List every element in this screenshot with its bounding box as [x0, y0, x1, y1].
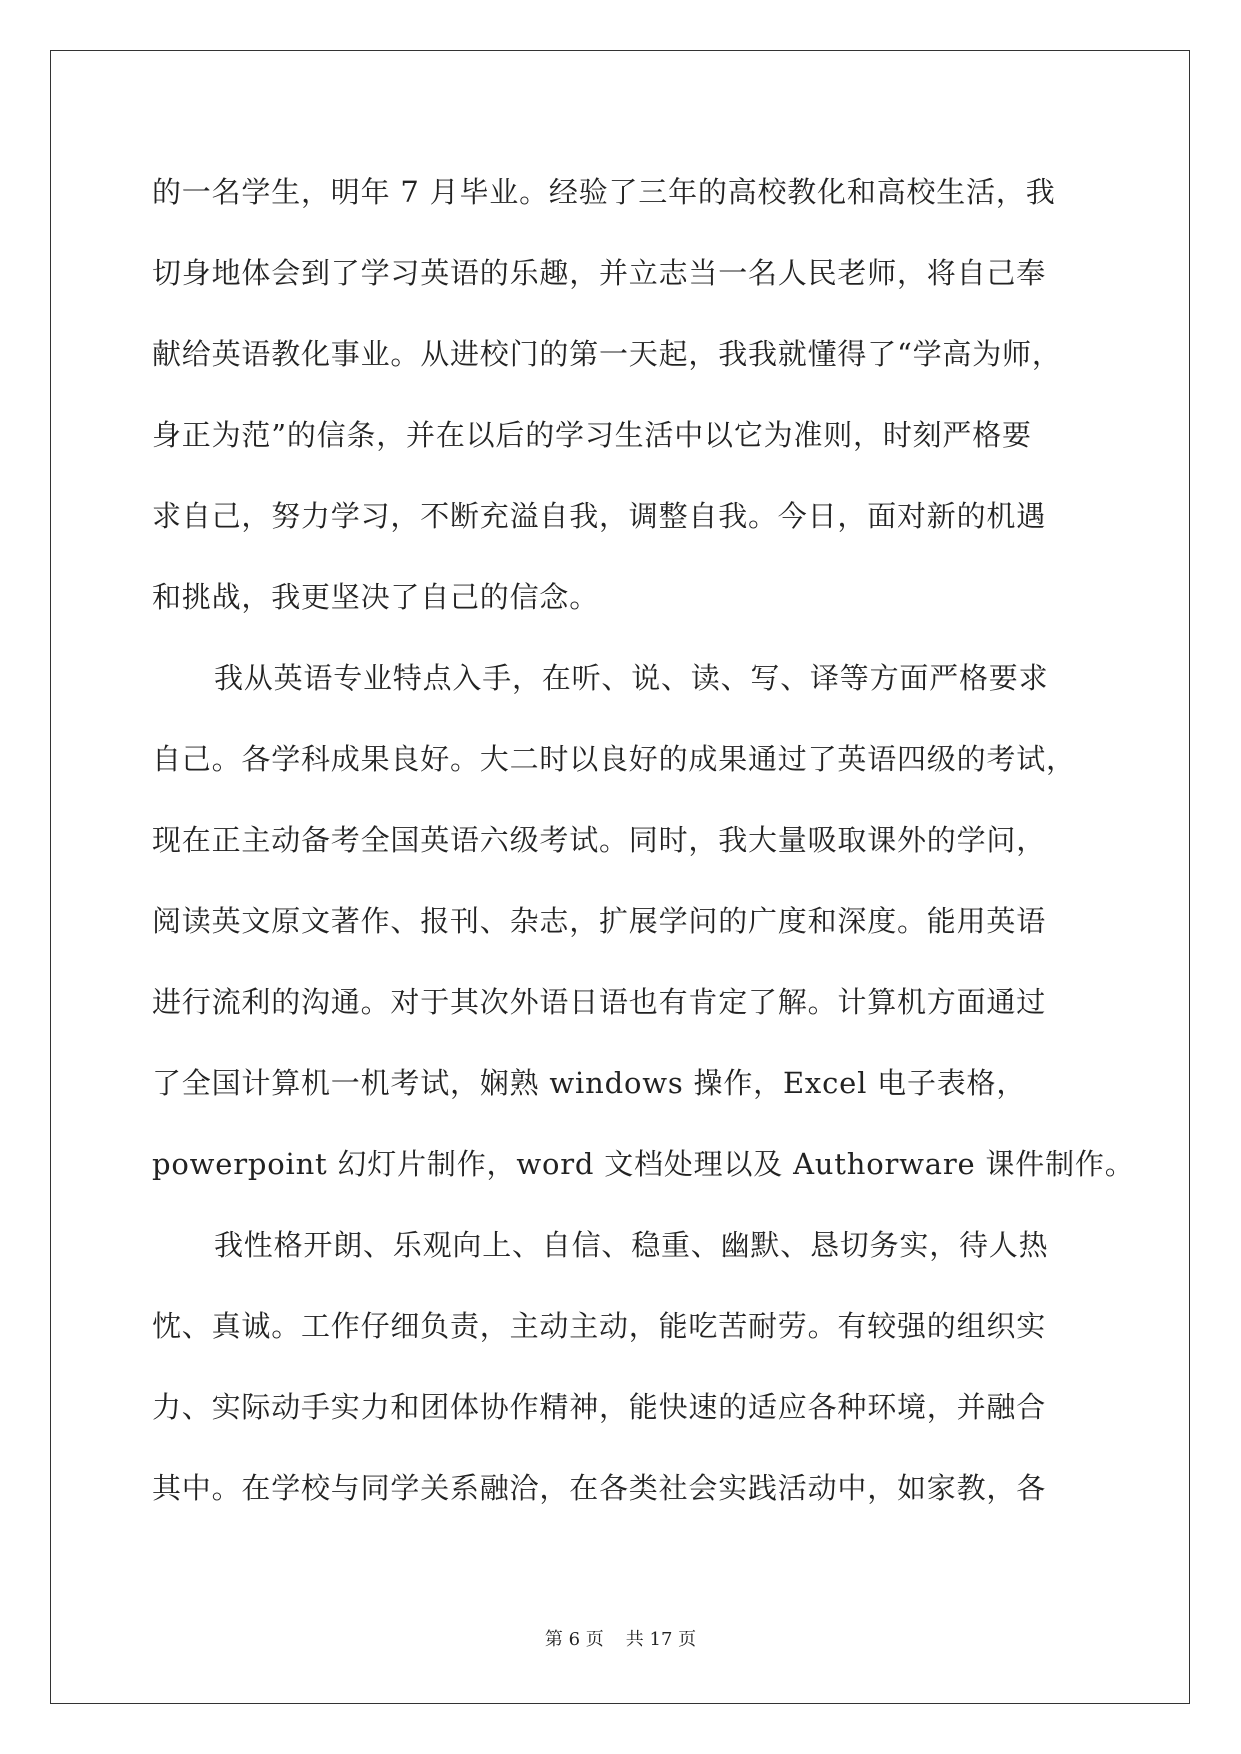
page-total: 共 17 页	[625, 1629, 697, 1650]
page-footer	[0, 1625, 1241, 1651]
text-line: 切身地体会到了学习英语的乐趣，并立志当一名人民老师，将自己奉	[152, 256, 1047, 290]
text-line: 自己。各学科成果良好。大二时以良好的成果通过了英语四级的考试，	[152, 742, 1076, 776]
text-line: 献给英语教化事业。从进校门的第一天起，我我就懂得了“学高为师，	[152, 337, 1062, 371]
page-number: 第 6 页	[544, 1629, 604, 1650]
text-line: 阅读英文原文著作、报刊、杂志，扩展学问的广度和深度。能用英语	[152, 904, 1047, 938]
text-line: 其中。在学校与同学关系融洽，在各类社会实践活动中，如家教，各	[152, 1471, 1047, 1505]
text-line: 求自己，努力学习，不断充溢自我，调整自我。今日，面对新的机遇	[152, 499, 1047, 533]
text-line: 力、实际动手实力和团体协作精神，能快速的适应各种环境，并融合	[152, 1390, 1047, 1424]
paragraph-start-line: 我从英语专业特点入手，在听、说、读、写、译等方面严格要求	[214, 661, 1049, 695]
text-line: 忱、真诚。工作仔细负责，主动主动，能吃苦耐劳。有较强的组织实	[152, 1309, 1047, 1343]
text-line: powerpoint 幻灯片制作，word 文档处理以及 Authorware 课件制作。	[152, 1147, 1135, 1181]
text-line: 身正为范”的信条，并在以后的学习生活中以它为准则，时刻严格要	[152, 418, 1032, 452]
document-body	[152, 163, 1135, 1540]
text-line: 的一名学生，明年 7 月毕业。经验了三年的高校教化和高校生活，我	[152, 175, 1056, 209]
text-line: 进行流利的沟通。对于其次外语日语也有肯定了解。计算机方面通过	[152, 985, 1047, 1019]
paragraph-start-line: 我性格开朗、乐观向上、自信、稳重、幽默、恳切务实，待人热	[214, 1228, 1049, 1262]
text-line: 和挑战，我更坚决了自己的信念。	[152, 580, 600, 614]
text-line: 了全国计算机一机考试，娴熟 windows 操作，Excel 电子表格，	[152, 1066, 1027, 1100]
text-line: 现在正主动备考全国英语六级考试。同时，我大量吸取课外的学问，	[152, 823, 1047, 857]
